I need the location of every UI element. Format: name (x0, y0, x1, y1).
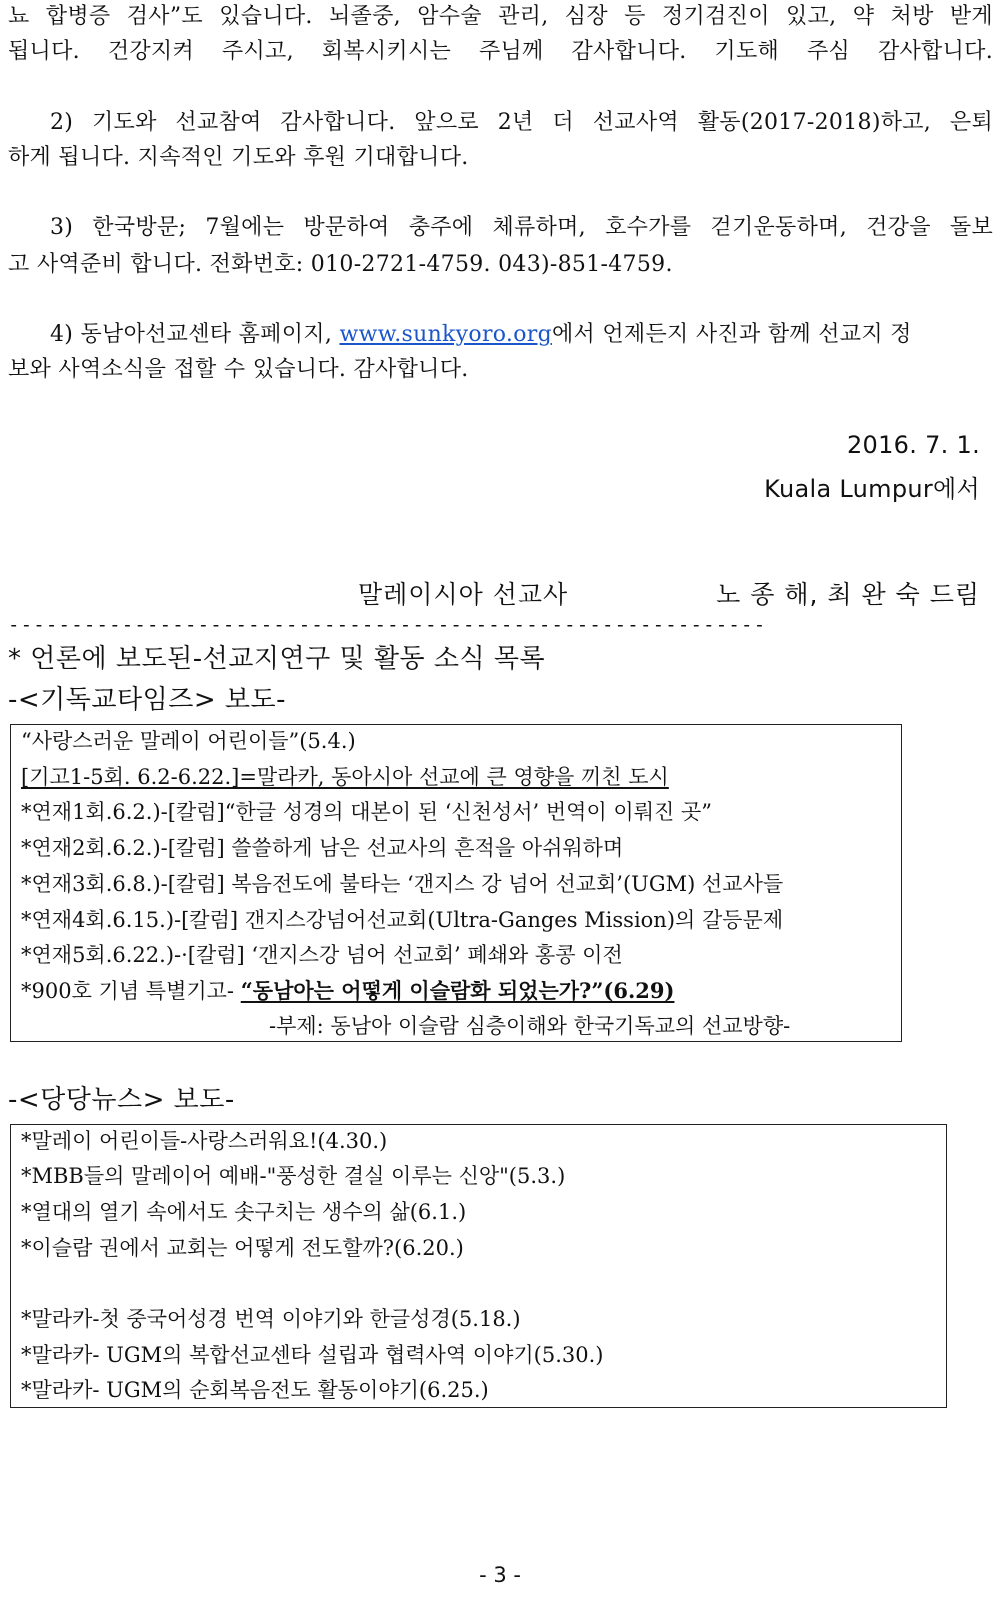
page-number: - 3 - (479, 1563, 521, 1587)
times-special-article (21, 976, 674, 1006)
times-item-2: [기고1-5회. 6.2-6.22.]=말라카, 동아시아 선교에 큰 영향을 끼친 도시 (21, 765, 669, 789)
dangdang-item-2: *MBB들의 말레이어 예배-"풍성한 결실 이루는 신앙"(5.3.) (21, 1164, 566, 1188)
item-2-line-1: 2) 기도와 선교참여 감사합니다. 앞으로 2년 더 선교사역 활동(2017-2018)하고, 은퇴 (50, 110, 993, 135)
item-4-prefix: 4) 동남아선교센타 홈페이지, (50, 322, 340, 347)
letter-date: 2016. 7. 1. (846, 431, 980, 459)
dangdang-item-7: *말라카- UGM의 순회복음전도 활동이야기(6.25.) (21, 1378, 489, 1402)
times-item-5: *연재3회.6.8.)-[칼럼] 복음전도에 불타는 ‘갠지스 강 넘어 선교회’(UGM) 선교사들 (21, 872, 784, 896)
times-item-7: *연재5회.6.22.)-·[칼럼] ‘갠지스강 넘어 선교회’ 폐쇄와 홍콩 이전 (21, 943, 623, 967)
times-item-3: *연재1회.6.2.)-[칼럼]“한글 성경의 대본이 된 ‘신천성서’ 번역이 이뤄진 곳” (21, 800, 712, 824)
dangdang-article-box (10, 1124, 947, 1408)
times-special-title: “동남아는 어떻게 이슬람화 되었는가?”(6.29) (240, 978, 675, 1003)
dangdang-heading: -<당당뉴스> 보도- (8, 1085, 235, 1115)
times-special-prefix: *900호 기념 특별기고- (21, 979, 241, 1003)
signature-role: 말레이시아 선교사 (358, 580, 569, 609)
item-4-line-1 (50, 320, 993, 350)
times-item-1: “사랑스러운 말레이 어린이들”(5.4.) (21, 729, 356, 753)
intro-line-2: 됩니다. 건강지켜 주시고, 회복시키시는 주님께 감사합니다. 기도해 주심 감사합니다. (8, 39, 993, 64)
dangdang-item-6: *말라카- UGM의 복합선교센타 설립과 협력사역 이야기(5.30.) (21, 1343, 604, 1367)
signature-names: 노 종 해, 최 완 숙 드림 (716, 580, 980, 609)
dangdang-item-4: *이슬람 권에서 교회는 어떻게 전도할까?(6.20.) (21, 1236, 464, 1260)
times-item-4: *연재2회.6.2.)-[칼럼] 쓸쓸하게 남은 선교사의 흔적을 아쉬워하며 (21, 836, 624, 860)
dangdang-item-5: *말라카-첫 중국어성경 번역 이야기와 한글성경(5.18.) (21, 1307, 521, 1331)
times-special-subtitle: -부제: 동남아 이슬람 심층이해와 한국기독교의 선교방향- (269, 1014, 791, 1038)
item-3-line-1: 3) 한국방문; 7월에는 방문하여 충주에 체류하며, 호수가를 걷기운동하며, 건강을 돌보 (50, 215, 993, 240)
section-title: * 언론에 보도된-선교지연구 및 활동 소식 목록 (8, 644, 546, 674)
item-2-line-2: 하게 됩니다. 지속적인 기도와 후원 기대합니다. (8, 145, 469, 170)
dangdang-item-3: *열대의 열기 속에서도 솟구치는 생수의 삶(6.1.) (21, 1200, 467, 1224)
dangdang-item-1: *말레이 어린이들-사랑스러워요!(4.30.) (21, 1129, 388, 1153)
times-article-box (10, 724, 902, 1042)
intro-line-1: 뇨 합병증 검사”도 있습니다. 뇌졸중, 암수술 관리, 심장 등 정기검진이 있고, 약 처방 받게 (8, 4, 993, 29)
letter-place: Kuala Lumpur에서 (764, 475, 980, 503)
homepage-link[interactable]: www.sunkyoro.org (339, 322, 552, 347)
item-4-suffix: 에서 언제든지 사진과 함께 선교지 정 (551, 322, 912, 347)
item-3-line-2: 고 사역준비 합니다. 전화번호: 010-2721-4759. 043)-851-4759. (8, 252, 673, 277)
times-item-6: *연재4회.6.15.)-[칼럼] 갠지스강넘어선교회(Ultra-Ganges Mission)의 갈등문제 (21, 908, 784, 932)
section-divider: ------------------------------------------------------------ (8, 614, 767, 636)
times-heading: -<기독교타임즈> 보도- (8, 685, 287, 715)
item-4-line-2: 보와 사역소식을 접할 수 있습니다. 감사합니다. (8, 357, 469, 382)
